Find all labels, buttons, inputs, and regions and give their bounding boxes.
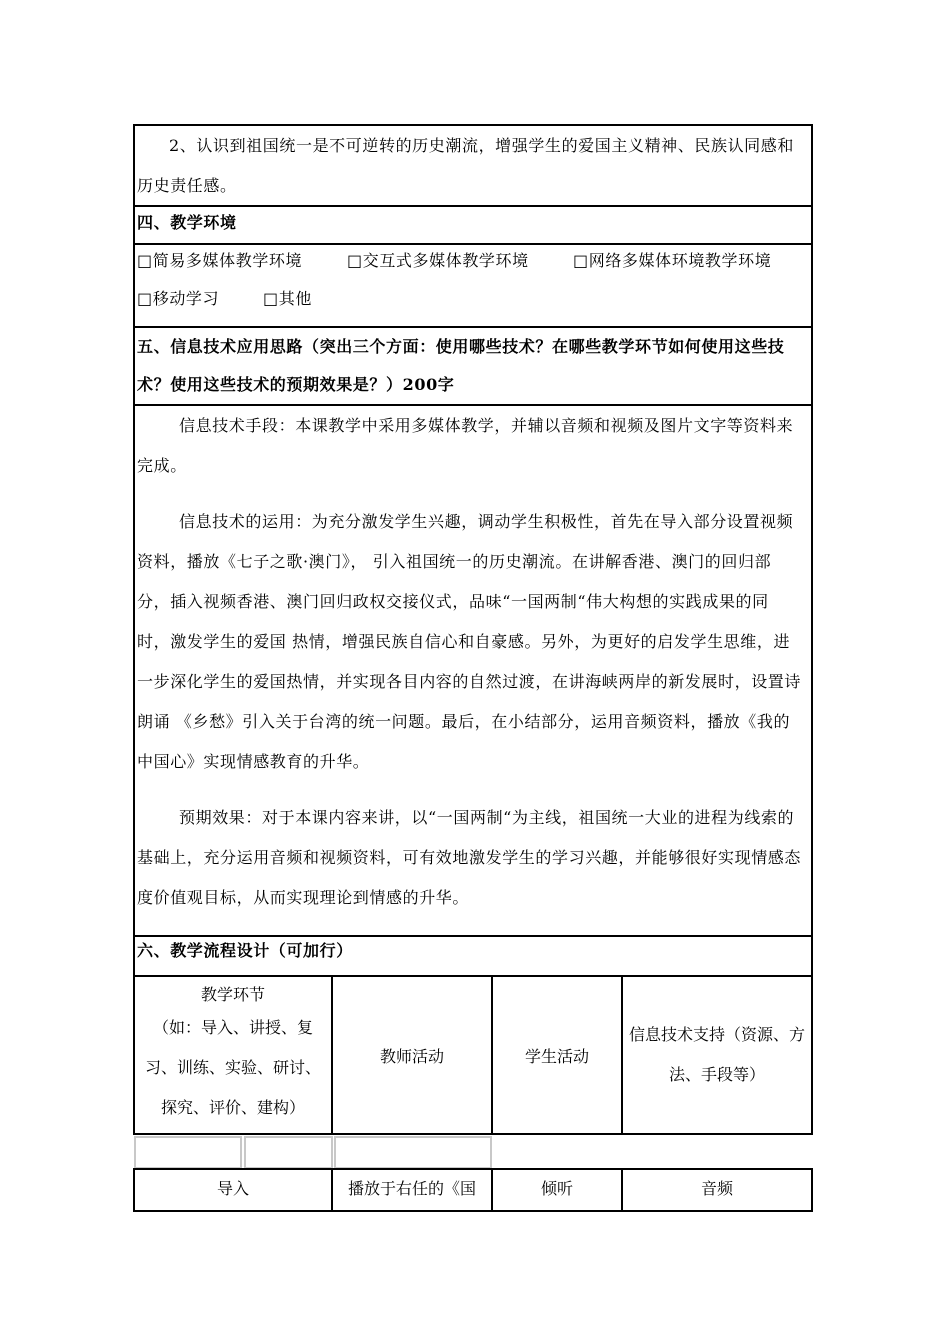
tech-means-paragraph: 信息技术手段：本课教学中采用多媒体教学，并辅以音频和视频及图片文字等资料来完成。 xyxy=(137,416,794,475)
blank-cell xyxy=(134,1136,242,1169)
header-stage xyxy=(135,977,333,1133)
table-row xyxy=(133,1168,813,1212)
blank-cell xyxy=(334,1136,492,1169)
option-mobile-learning[interactable]: □移动学习 xyxy=(137,289,220,308)
goal-2-text: 2、认识到祖国统一是不可逆转的历史潮流，增强学生的爱国主义精神、民族认同感和历史责任感。 xyxy=(137,136,794,195)
section-6-title: 六、教学流程设计（可加行） xyxy=(133,937,813,975)
environment-options xyxy=(133,245,813,327)
header-tech: 信息技术支持（资源、方法、手段等） xyxy=(628,1025,805,1084)
tech-application-paragraph: 信息技术的运用：为充分激发学生兴趣，调动学生积极性，首先在导入部分设置视频资料，播放《七子之歌·澳门》， 引入祖国统一的历史潮流。在讲解香港、澳门的回归部分，插入视频香港、澳门回归政权交接仪式，品味“一国两制“伟大构想的实践成果的同时，激发学生的爱国 热情，增强民族自信心和自豪感。另外，为更好的启发学生思维，进一步深化学生的爱国热情，并实现各目内容的自然过渡，在讲海峡两岸的新发展时，设置诗朗诵 《乡愁》引入关于台湾的统一问题。最后，在小结部分，运用音频资料，播放《我的中国心》实现情感教育的升华。 xyxy=(137,512,802,771)
expected-effect-paragraph: 预期效果：对于本课内容来讲，以“一国两制“为主线，祖国统一大业的进程为线索的基础上，充分运用音频和视频资料，可有效地激发学生的学习兴趣，并能够很好实现情感态度价值观目标，从而实现理论到情感的升华。 xyxy=(137,808,802,907)
section-5-body xyxy=(133,406,813,936)
option-other[interactable]: □其他 xyxy=(263,289,312,308)
section-4-title: 四、教学环境 xyxy=(133,207,813,243)
row-tech: 音频 xyxy=(700,1179,733,1198)
section-5-title: 五、信息技术应用思路（突出三个方面：使用哪些技术？在哪些教学环节如何使用这些技术？使用这些技术的预期效果是？）200字 xyxy=(133,328,813,404)
option-interactive-multimedia[interactable]: □交互式多媒体教学环境 xyxy=(347,251,529,270)
header-student: 学生活动 xyxy=(493,977,623,1133)
row-student: 倾听 xyxy=(493,1170,623,1210)
header-stage-note: （如：导入、讲授、复习、训练、实验、研讨、探究、评价、建构） xyxy=(144,1018,321,1117)
header-stage-label: 教学环节 xyxy=(200,985,265,1004)
row-stage: 导入 xyxy=(135,1170,333,1210)
option-network-multimedia[interactable]: □网络多媒体环境教学环境 xyxy=(573,251,772,270)
flow-table-header xyxy=(133,977,813,1135)
blank-cell xyxy=(244,1136,333,1169)
header-teacher: 教师活动 xyxy=(333,977,493,1133)
option-simple-multimedia[interactable]: □简易多媒体教学环境 xyxy=(137,251,303,270)
row-teacher: 播放于右任的《国 xyxy=(333,1170,493,1210)
goal-cell xyxy=(133,126,813,206)
